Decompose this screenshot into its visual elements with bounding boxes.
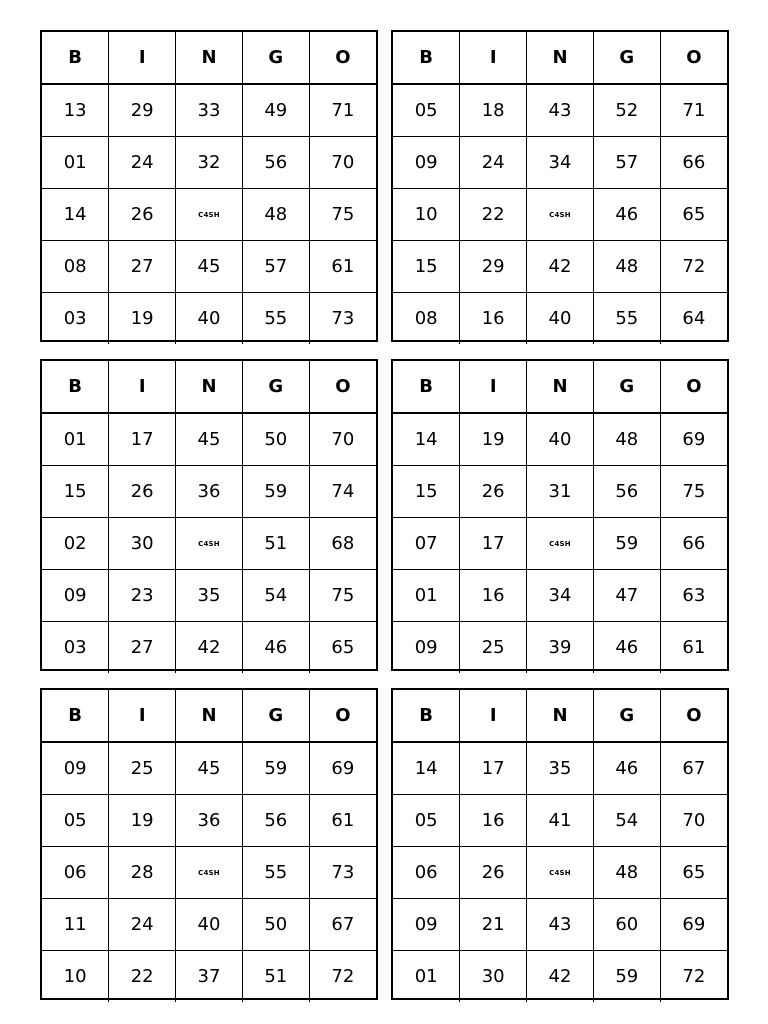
number-cell: 14 xyxy=(393,413,460,466)
number-cell: 19 xyxy=(109,795,176,847)
number-cell: 66 xyxy=(660,137,727,189)
number-cell: 08 xyxy=(393,293,460,345)
number-cell: 24 xyxy=(460,137,527,189)
number-cell: 22 xyxy=(109,951,176,1003)
column-header: I xyxy=(460,361,527,413)
number-cell: 28 xyxy=(109,847,176,899)
bingo-grid xyxy=(42,32,376,344)
column-header: N xyxy=(176,361,243,413)
number-cell: 49 xyxy=(242,84,309,137)
number-row xyxy=(393,466,727,518)
number-cell: 73 xyxy=(309,847,376,899)
number-cell: 75 xyxy=(309,570,376,622)
column-header: B xyxy=(393,690,460,742)
number-cell: 59 xyxy=(242,742,309,795)
number-cell: 48 xyxy=(242,189,309,241)
number-row xyxy=(393,951,727,1003)
number-cell: 72 xyxy=(660,951,727,1003)
number-cell: 65 xyxy=(309,622,376,674)
bingo-card xyxy=(391,688,729,1000)
number-cell: 16 xyxy=(460,795,527,847)
number-cell: 22 xyxy=(460,189,527,241)
number-cell: 65 xyxy=(660,847,727,899)
number-cell: 36 xyxy=(176,795,243,847)
number-cell: 61 xyxy=(660,622,727,674)
number-cell: 26 xyxy=(460,847,527,899)
number-cell: 46 xyxy=(593,742,660,795)
number-cell: 17 xyxy=(460,518,527,570)
number-row xyxy=(42,293,376,345)
number-cell: 75 xyxy=(660,466,727,518)
number-cell: 45 xyxy=(176,241,243,293)
number-cell: 54 xyxy=(593,795,660,847)
number-cell: 42 xyxy=(176,622,243,674)
bingo-grid xyxy=(393,690,727,1002)
number-cell: 27 xyxy=(109,622,176,674)
number-row xyxy=(393,899,727,951)
number-cell: 33 xyxy=(176,84,243,137)
number-row xyxy=(393,84,727,137)
column-header: O xyxy=(309,361,376,413)
column-header: G xyxy=(242,690,309,742)
number-row xyxy=(42,241,376,293)
free-space: C4SH xyxy=(176,847,243,899)
column-header: B xyxy=(42,361,109,413)
column-header: O xyxy=(309,690,376,742)
number-cell: 06 xyxy=(42,847,109,899)
number-cell: 06 xyxy=(393,847,460,899)
number-cell: 51 xyxy=(242,951,309,1003)
number-cell: 09 xyxy=(42,742,109,795)
number-cell: 01 xyxy=(42,137,109,189)
number-row xyxy=(42,570,376,622)
number-row xyxy=(393,241,727,293)
column-header: I xyxy=(109,361,176,413)
number-cell: 54 xyxy=(242,570,309,622)
number-row xyxy=(393,622,727,674)
column-header: I xyxy=(109,32,176,84)
column-header: G xyxy=(593,361,660,413)
number-cell: 11 xyxy=(42,899,109,951)
number-cell: 26 xyxy=(460,466,527,518)
number-cell: 29 xyxy=(460,241,527,293)
number-cell: 08 xyxy=(42,241,109,293)
number-cell: 10 xyxy=(42,951,109,1003)
number-cell: 01 xyxy=(42,413,109,466)
number-row xyxy=(42,84,376,137)
number-cell: 15 xyxy=(393,241,460,293)
column-header: I xyxy=(460,32,527,84)
header-row xyxy=(42,690,376,742)
column-header: B xyxy=(42,690,109,742)
column-header: O xyxy=(660,361,727,413)
number-cell: 51 xyxy=(242,518,309,570)
number-cell: 43 xyxy=(527,84,594,137)
number-cell: 42 xyxy=(527,241,594,293)
number-cell: 48 xyxy=(593,847,660,899)
number-row xyxy=(393,189,727,241)
number-cell: 70 xyxy=(309,137,376,189)
number-cell: 57 xyxy=(242,241,309,293)
number-row xyxy=(42,189,376,241)
number-row xyxy=(42,951,376,1003)
column-header: G xyxy=(593,690,660,742)
number-cell: 14 xyxy=(393,742,460,795)
number-cell: 27 xyxy=(109,241,176,293)
free-space: C4SH xyxy=(176,518,243,570)
number-row xyxy=(42,847,376,899)
column-header: B xyxy=(393,32,460,84)
number-cell: 55 xyxy=(593,293,660,345)
number-cell: 15 xyxy=(393,466,460,518)
column-header: B xyxy=(393,361,460,413)
number-cell: 71 xyxy=(309,84,376,137)
number-cell: 07 xyxy=(393,518,460,570)
number-cell: 48 xyxy=(593,413,660,466)
number-cell: 64 xyxy=(660,293,727,345)
number-cell: 16 xyxy=(460,293,527,345)
number-cell: 55 xyxy=(242,847,309,899)
number-cell: 10 xyxy=(393,189,460,241)
number-cell: 09 xyxy=(393,622,460,674)
number-cell: 35 xyxy=(527,742,594,795)
column-header: N xyxy=(176,690,243,742)
number-cell: 26 xyxy=(109,466,176,518)
column-header: G xyxy=(242,361,309,413)
number-cell: 34 xyxy=(527,570,594,622)
number-cell: 67 xyxy=(660,742,727,795)
number-cell: 75 xyxy=(309,189,376,241)
number-cell: 09 xyxy=(42,570,109,622)
number-cell: 32 xyxy=(176,137,243,189)
number-cell: 30 xyxy=(460,951,527,1003)
header-row xyxy=(393,690,727,742)
number-cell: 63 xyxy=(660,570,727,622)
number-cell: 30 xyxy=(109,518,176,570)
number-cell: 01 xyxy=(393,570,460,622)
number-cell: 45 xyxy=(176,413,243,466)
number-cell: 70 xyxy=(660,795,727,847)
number-cell: 03 xyxy=(42,293,109,345)
number-cell: 56 xyxy=(593,466,660,518)
number-cell: 46 xyxy=(242,622,309,674)
number-cell: 69 xyxy=(660,413,727,466)
number-cell: 46 xyxy=(593,622,660,674)
number-cell: 09 xyxy=(393,899,460,951)
number-cell: 66 xyxy=(660,518,727,570)
column-header: B xyxy=(42,32,109,84)
column-header: G xyxy=(593,32,660,84)
number-row xyxy=(42,899,376,951)
number-row xyxy=(42,413,376,466)
number-cell: 34 xyxy=(527,137,594,189)
number-cell: 14 xyxy=(42,189,109,241)
number-cell: 19 xyxy=(109,293,176,345)
number-cell: 70 xyxy=(309,413,376,466)
number-cell: 71 xyxy=(660,84,727,137)
header-row xyxy=(42,361,376,413)
column-header: I xyxy=(109,690,176,742)
column-header: G xyxy=(242,32,309,84)
number-cell: 57 xyxy=(593,137,660,189)
bingo-card xyxy=(40,688,378,1000)
number-row xyxy=(393,413,727,466)
number-cell: 68 xyxy=(309,518,376,570)
number-cell: 21 xyxy=(460,899,527,951)
number-cell: 69 xyxy=(660,899,727,951)
bingo-grid xyxy=(393,32,727,344)
number-cell: 41 xyxy=(527,795,594,847)
number-cell: 39 xyxy=(527,622,594,674)
number-cell: 73 xyxy=(309,293,376,345)
number-cell: 29 xyxy=(109,84,176,137)
number-cell: 45 xyxy=(176,742,243,795)
bingo-card xyxy=(40,359,378,671)
number-cell: 26 xyxy=(109,189,176,241)
bingo-grid xyxy=(42,361,376,673)
number-cell: 47 xyxy=(593,570,660,622)
number-cell: 19 xyxy=(460,413,527,466)
number-cell: 69 xyxy=(309,742,376,795)
number-cell: 72 xyxy=(660,241,727,293)
number-cell: 05 xyxy=(393,795,460,847)
number-cell: 24 xyxy=(109,137,176,189)
number-cell: 55 xyxy=(242,293,309,345)
number-row xyxy=(393,293,727,345)
number-cell: 36 xyxy=(176,466,243,518)
number-cell: 50 xyxy=(242,413,309,466)
number-cell: 18 xyxy=(460,84,527,137)
number-row xyxy=(42,466,376,518)
free-space: C4SH xyxy=(176,189,243,241)
bingo-card xyxy=(40,30,378,342)
number-row xyxy=(393,847,727,899)
free-space: C4SH xyxy=(527,189,594,241)
column-header: O xyxy=(660,32,727,84)
number-row xyxy=(42,137,376,189)
column-header: N xyxy=(527,361,594,413)
number-cell: 31 xyxy=(527,466,594,518)
number-cell: 48 xyxy=(593,241,660,293)
header-row xyxy=(393,361,727,413)
number-cell: 40 xyxy=(176,293,243,345)
number-cell: 56 xyxy=(242,795,309,847)
number-cell: 59 xyxy=(593,951,660,1003)
number-cell: 72 xyxy=(309,951,376,1003)
number-cell: 65 xyxy=(660,189,727,241)
free-space: C4SH xyxy=(527,847,594,899)
header-row xyxy=(393,32,727,84)
column-header: N xyxy=(527,32,594,84)
number-cell: 50 xyxy=(242,899,309,951)
number-row xyxy=(393,795,727,847)
number-cell: 15 xyxy=(42,466,109,518)
number-cell: 67 xyxy=(309,899,376,951)
number-cell: 42 xyxy=(527,951,594,1003)
number-cell: 09 xyxy=(393,137,460,189)
column-header: N xyxy=(176,32,243,84)
number-cell: 74 xyxy=(309,466,376,518)
bingo-card xyxy=(391,359,729,671)
number-cell: 05 xyxy=(393,84,460,137)
number-row xyxy=(393,742,727,795)
number-cell: 46 xyxy=(593,189,660,241)
number-cell: 43 xyxy=(527,899,594,951)
number-row xyxy=(42,795,376,847)
number-row xyxy=(393,570,727,622)
column-header: I xyxy=(460,690,527,742)
number-row xyxy=(42,742,376,795)
number-cell: 61 xyxy=(309,795,376,847)
number-cell: 02 xyxy=(42,518,109,570)
number-cell: 37 xyxy=(176,951,243,1003)
number-cell: 56 xyxy=(242,137,309,189)
number-cell: 01 xyxy=(393,951,460,1003)
number-cell: 23 xyxy=(109,570,176,622)
number-cell: 03 xyxy=(42,622,109,674)
number-cell: 60 xyxy=(593,899,660,951)
number-row xyxy=(393,137,727,189)
number-cell: 52 xyxy=(593,84,660,137)
header-row xyxy=(42,32,376,84)
number-row xyxy=(393,518,727,570)
bingo-card xyxy=(391,30,729,342)
number-cell: 17 xyxy=(460,742,527,795)
column-header: O xyxy=(660,690,727,742)
number-cell: 17 xyxy=(109,413,176,466)
number-cell: 59 xyxy=(593,518,660,570)
number-row xyxy=(42,622,376,674)
number-cell: 16 xyxy=(460,570,527,622)
number-cell: 05 xyxy=(42,795,109,847)
number-cell: 40 xyxy=(527,293,594,345)
number-cell: 59 xyxy=(242,466,309,518)
number-cell: 13 xyxy=(42,84,109,137)
number-cell: 24 xyxy=(109,899,176,951)
number-cell: 25 xyxy=(109,742,176,795)
column-header: O xyxy=(309,32,376,84)
number-cell: 35 xyxy=(176,570,243,622)
bingo-grid xyxy=(42,690,376,1002)
free-space: C4SH xyxy=(527,518,594,570)
number-cell: 40 xyxy=(176,899,243,951)
column-header: N xyxy=(527,690,594,742)
number-row xyxy=(42,518,376,570)
bingo-grid xyxy=(393,361,727,673)
number-cell: 61 xyxy=(309,241,376,293)
number-cell: 40 xyxy=(527,413,594,466)
number-cell: 25 xyxy=(460,622,527,674)
